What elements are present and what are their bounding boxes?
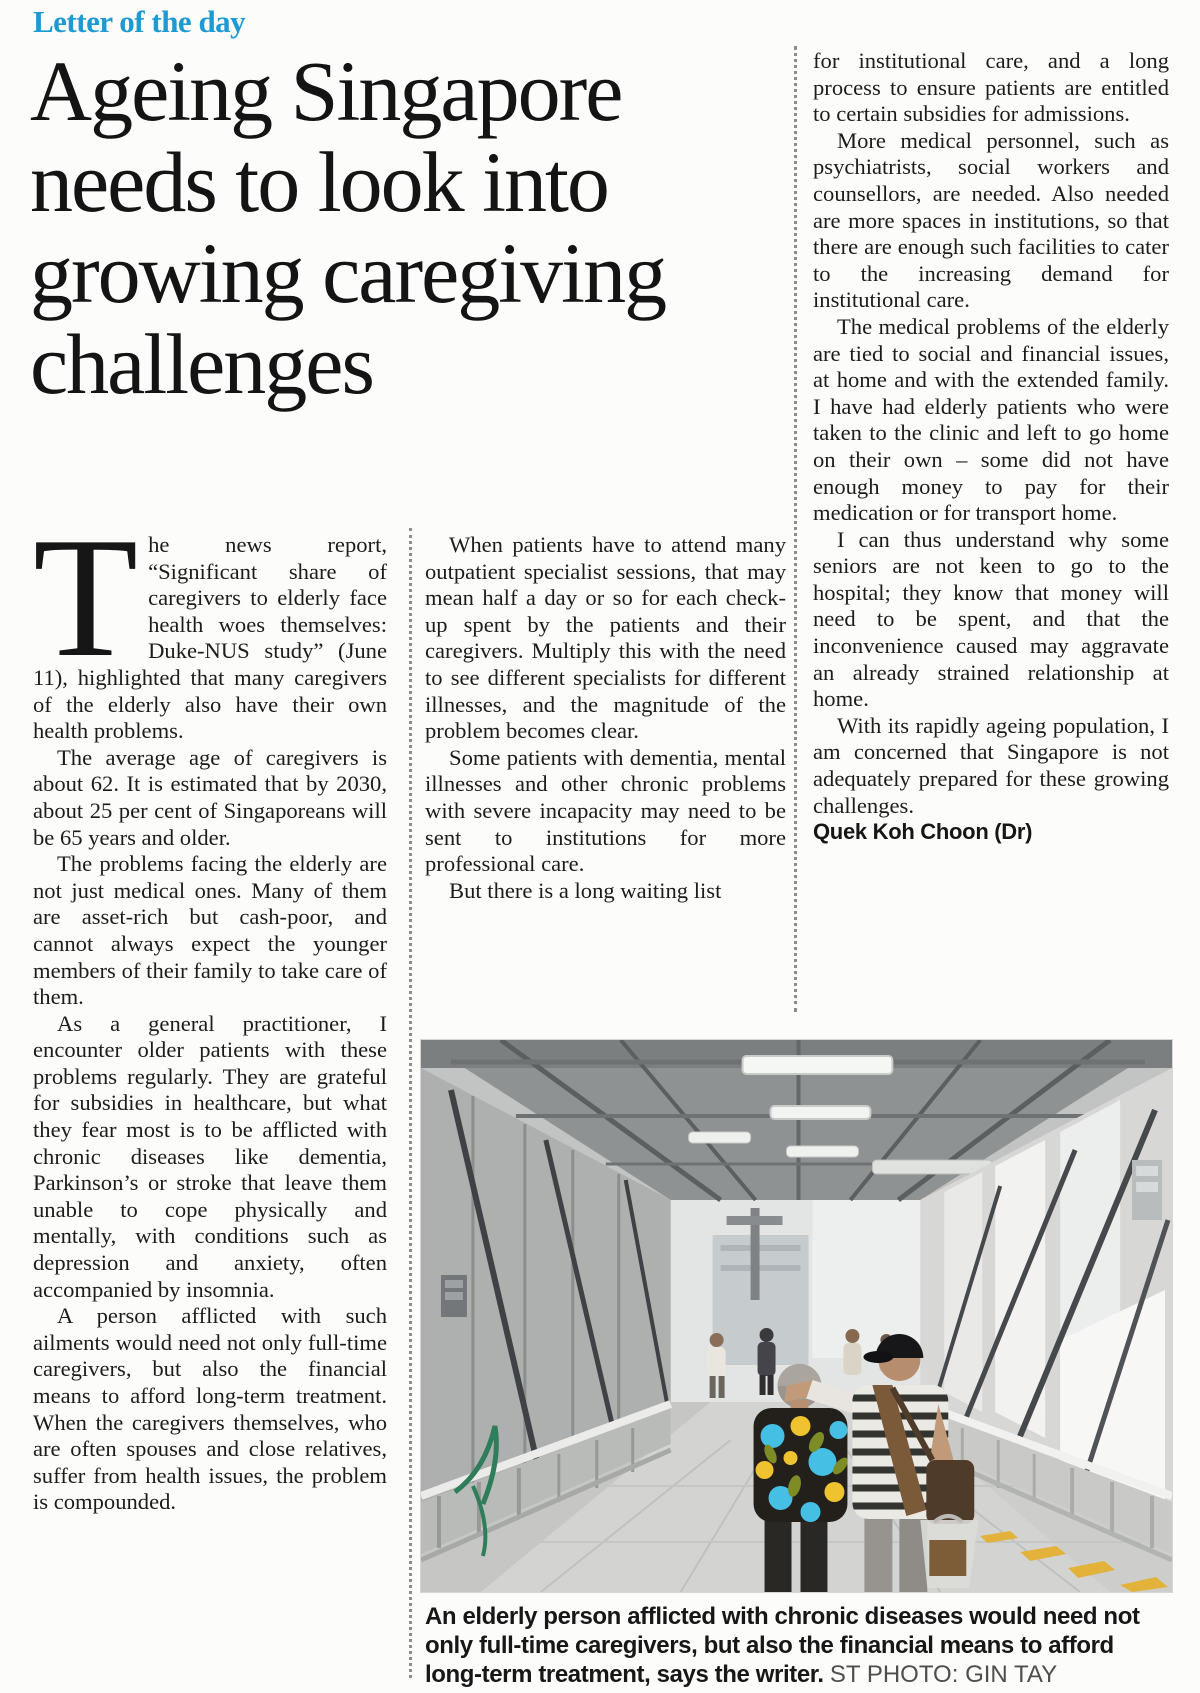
caption-text: An elderly person afflicted with chronic diseases would need not only full-time caregivers, but also the financial means to afford long-term treatment, says the writer.: [425, 1603, 1140, 1688]
headline-line: challenges: [30, 316, 373, 412]
paragraph: for institutional care, and a long process to ensure patients are entitled to certain subsidies for admissions.: [813, 48, 1169, 127]
byline: Quek Koh Choon (Dr): [813, 819, 1033, 845]
paragraph: As a general practitioner, I encounter older patients with these problems regularly. They are grateful for subsidies in healthcare, but what they fear most is to be afflicted with chronic diseases like dementia, Parkinson’s or stroke that leave them unable to cope physically and mentally, with conditions such as depression and anxiety, often accompanied by insomnia.: [33, 1010, 387, 1302]
paragraph-opening: [33, 503, 387, 745]
kicker-letter-of-the-day: Letter of the day: [33, 4, 246, 39]
paragraph: A person afflicted with such ailments would need not only full-time caregivers, but also the financial means to afford long-term treatment. When the caregivers themselves, who are often spouses and close relatives, suffer from health issues, the problem is compounded.: [33, 1303, 387, 1515]
paragraph: Some patients with dementia, mental illnesses and other chronic problems with severe incapacity may need to be sent to institutions for more professional care.: [425, 744, 786, 877]
photo-credit: ST PHOTO: GIN TAY: [829, 1661, 1058, 1688]
drop-cap: T: [33, 503, 139, 693]
article-photo: [421, 1040, 1172, 1592]
body-column-2: [425, 532, 786, 904]
paragraph: The problems facing the elderly are not just medical ones. Many of them are asset-rich but cash-poor, and cannot always expect the younger members of their family to take care of them.: [33, 851, 387, 1010]
paragraph: I can thus understand why some seniors are not keen to go to the hospital; they know that money will need to be spent, and that the inconvenience caused may aggravate an already strained relationship at home.: [813, 526, 1169, 712]
headline-line: needs to look into: [30, 134, 608, 230]
paragraph: More medical personnel, such as psychiatrists, social workers and counsellors, are needed. Also needed are more spaces in institutions, so that there are enough such facilities to cater to the increasing demand for institutional care.: [813, 127, 1169, 313]
photo-caption: [425, 1602, 1173, 1689]
column-divider-left: [409, 528, 412, 1678]
paragraph: With its rapidly ageing population, I am concerned that Singapore is not adequately prepared for these growing challenges.: [813, 712, 1169, 818]
article-headline: [30, 43, 755, 412]
paragraph-text: he news report, “Significant share of caregivers to elderly face health woes themselves: Duke-NUS study” (June 11), highlighted that many caregivers of the elderly also have their own health problems.: [33, 532, 387, 744]
headline-line: Ageing Singapore: [30, 43, 622, 139]
column-divider-right: [794, 46, 797, 1012]
bridge-walkway-illustration: [421, 1040, 1172, 1592]
paragraph: When patients have to attend many outpatient specialist sessions, that may mean half a day or so for each check-up spent by the patients and their caregivers. Multiply this with the need to see different specialists for different illnesses, and the magnitude of the problem becomes clear.: [425, 532, 786, 744]
paragraph: But there is a long waiting list: [449, 877, 722, 903]
body-column-1: [33, 503, 387, 1516]
headline-line: growing caregiving: [30, 225, 666, 321]
body-column-3: [813, 48, 1169, 846]
paragraph: The medical problems of the elderly are tied to social and financial issues, at home and with the extended family. I have had elderly patients who were taken to the clinic and left to go home on their own – some did not have enough money to pay for their medication or for transport home.: [813, 313, 1169, 526]
paragraph: The average age of caregivers is about 62. It is estimated that by 2030, about 25 per cent of Singaporeans will be 65 years and older.: [33, 744, 387, 850]
